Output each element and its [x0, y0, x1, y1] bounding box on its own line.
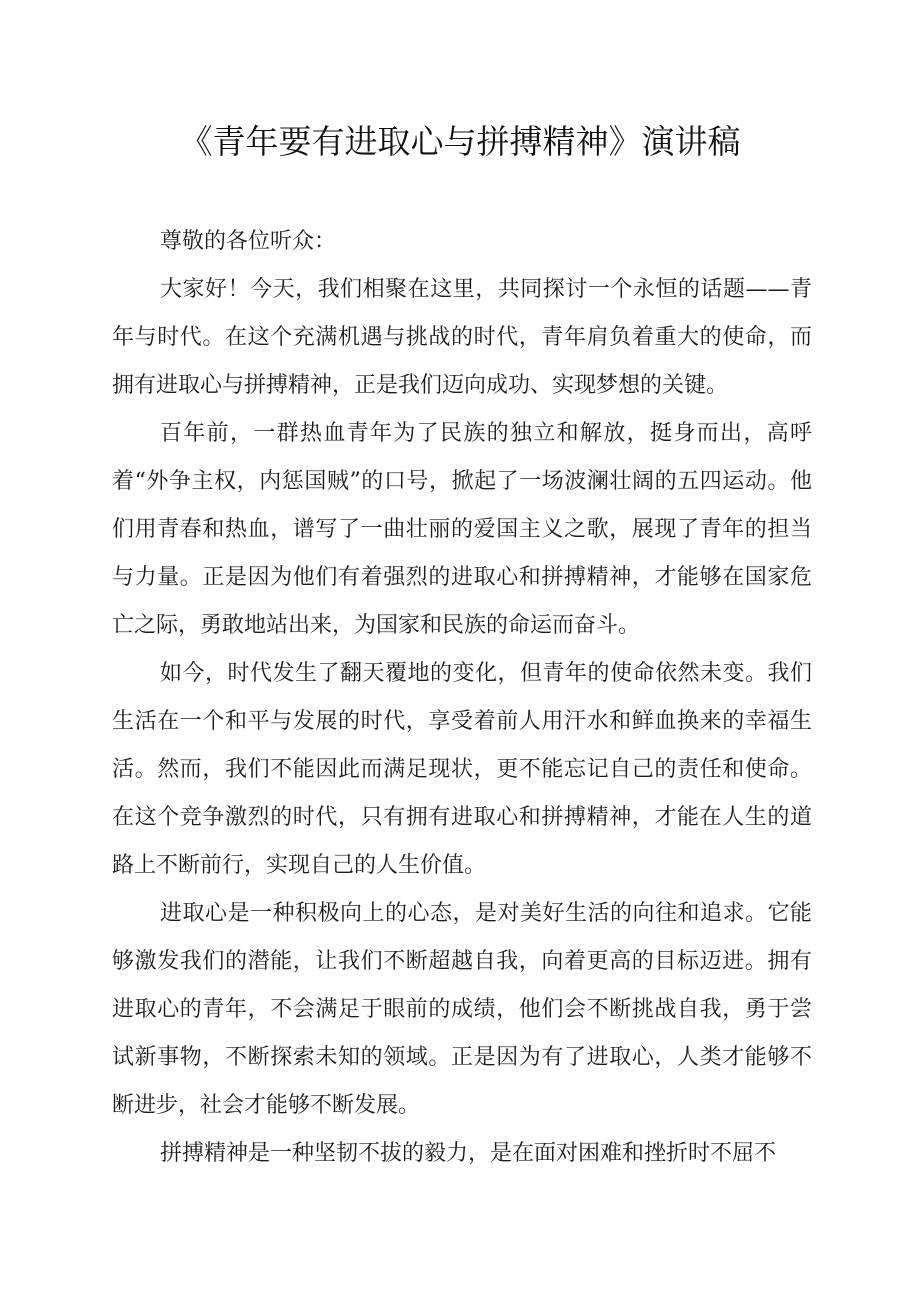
- paragraph-4: 进取心是一种积极向上的心态，是对美好生活的向往和追求。它能够激发我们的潜能，让我们不断超越自我，向着更高的目标迈进。拥有进取心的青年，不会满足于眼前的成绩，他们会不断挑战自我，勇于尝试新事物，不断探索未知的领域。正是因为有了进取心，人类才能够不断进步，社会才能够不断发展。: [112, 901, 812, 1118]
- document-title: 《青年要有进取心与拼搏精神》演讲稿: [179, 122, 741, 161]
- document-body: [112, 218, 812, 1178]
- paragraph-1: 大家好！今天，我们相聚在这里，共同探讨一个永恒的话题——青年与时代。在这个充满机遇与挑战的时代，青年肩负着重大的使命，而拥有进取心与拼搏精神，正是我们迈向成功、实现梦想的关键。: [112, 277, 812, 398]
- paragraph-5: 拼搏精神是一种坚韧不拔的毅力，是在面对困难和挫折时不屈不: [160, 1141, 777, 1166]
- paragraph-3: 如今，时代发生了翻天覆地的变化，但青年的使命依然未变。我们生活在一个和平与发展的时代，享受着前人用汗水和鲜血换来的幸福生活。然而，我们不能因此而满足现状，更不能忘记自己的责任和使命。在这个竞争激烈的时代，只有拥有进取心和拼搏精神，才能在人生的道路上不断前行，实现自己的人生价值。: [112, 661, 812, 878]
- salutation: 尊敬的各位听众：: [160, 229, 337, 254]
- paragraph-2: 百年前，一群热血青年为了民族的独立和解放，挺身而出，高呼着“外争主权，内惩国贼”的口号，掀起了一场波澜壮阔的五四运动。他们用青春和热血，谱写了一曲壮丽的爱国主义之歌，展现了青年的担当与力量。正是因为他们有着强烈的进取心和拼搏精神，才能够在国家危亡之际，勇敢地站出来，为国家和民族的命运而奋斗。: [112, 421, 812, 638]
